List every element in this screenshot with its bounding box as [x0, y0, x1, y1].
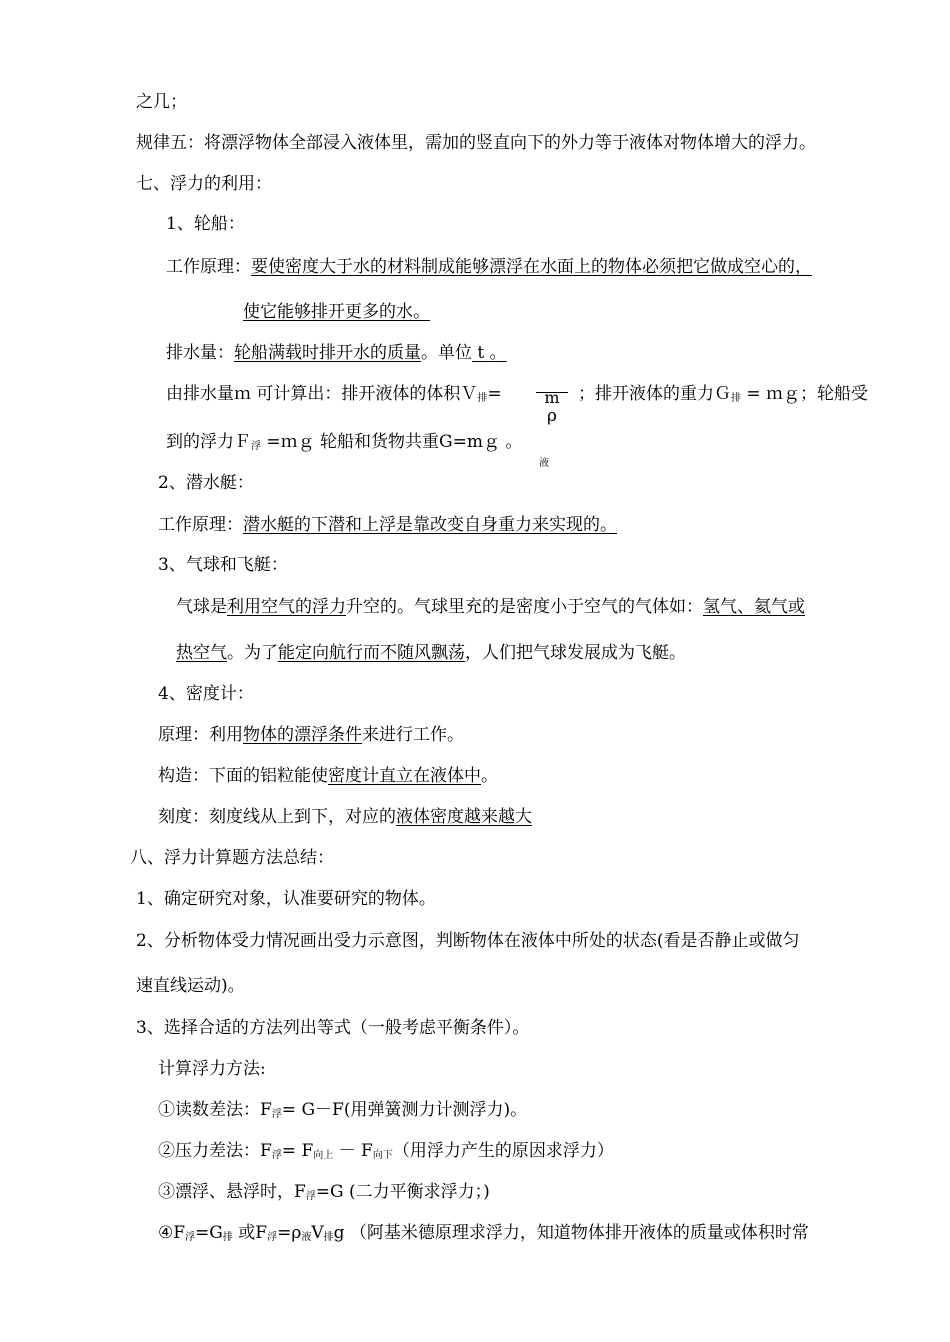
method-2: 2、分析物体受力情况画出受力示意图，判断物体在液体中所处的状态(看是否静止或做匀: [136, 931, 800, 951]
submarine-principle: [158, 515, 617, 535]
fraction: [536, 388, 568, 426]
hydrometer-scale: [158, 807, 532, 827]
text: 或F: [232, 1223, 268, 1243]
text: 。为了: [227, 643, 278, 663]
text: =ρ: [277, 1223, 302, 1243]
text-line: 之几；: [136, 92, 187, 112]
text: = ｍｇ；轮船受: [741, 384, 869, 404]
underlined-text: 液体密度越来越大: [396, 807, 532, 827]
text: g （阿基米德原理求浮力，知道物体排开液体的质量或体积时常: [333, 1223, 809, 1243]
label: 排水量：: [166, 343, 234, 363]
text: 到的浮力Ｆ: [166, 432, 251, 452]
subscript: 浮: [271, 1109, 282, 1120]
text: 。: [489, 343, 507, 363]
subheading-hydrometer: 4、密度计：: [158, 684, 254, 704]
text: =ｍｇ 轮船和货物共重G=mｇ 。: [261, 432, 523, 452]
text: ②压力差法：F: [158, 1141, 272, 1161]
underlined-text: 要使密度大于水的材料制成能够漂浮在水面上的物体必须把它做成空心的，: [251, 257, 812, 277]
text: ③漂浮、悬浮时，F: [158, 1182, 306, 1202]
hydrometer-principle: [158, 725, 464, 745]
formula-4: [158, 1223, 809, 1248]
text: ④F: [158, 1223, 186, 1243]
text: 。: [481, 766, 498, 786]
underlined-text: 物体的漂浮条件: [243, 725, 362, 745]
formula-2: [158, 1141, 614, 1166]
section-heading-8: 八、浮力计算题方法总结：: [130, 848, 334, 868]
text: = G－F(用弹簧测力计测浮力)。: [281, 1100, 528, 1120]
section-heading-7: 七、浮力的利用：: [136, 174, 272, 194]
text: =: [487, 384, 502, 404]
underlined-text: 使它能够排开更多的水。: [243, 302, 430, 322]
text: 来进行工作。: [362, 725, 464, 745]
fraction-subscript: 液: [539, 458, 549, 469]
text: ，人们把气球发展成为飞艇。: [465, 643, 686, 663]
text: 由排水量ｍ 可计算出：排开液体的体积Ｖ: [166, 384, 478, 404]
subscript: 向下: [372, 1150, 393, 1161]
underlined-text: 轮船满载时排开水的质量: [234, 343, 421, 363]
underlined-text: 潜水艇的下潜和上浮是靠改变自身重力来实现的。: [243, 515, 617, 535]
formula-1: [158, 1100, 527, 1125]
unit: t: [472, 343, 490, 363]
text: ①读数差法：F: [158, 1100, 272, 1120]
ship-principle-cont: [243, 302, 430, 322]
calc-line-1b: [578, 384, 868, 409]
text: ；排开液体的重力Ｇ: [578, 384, 731, 404]
method-1: 1、确定研究对象，认准要研究的物体。: [136, 889, 436, 909]
subscript: 浮: [271, 1150, 282, 1161]
fraction-denominator: ρ: [547, 406, 557, 426]
subscript: 排: [731, 393, 741, 404]
subscript: 排: [323, 1232, 334, 1243]
text: 刻度：刻度线从上到下，对应的: [158, 807, 396, 827]
subscript: 浮: [251, 441, 261, 452]
text: = F: [281, 1141, 314, 1161]
underlined-text: 利用空气的浮力: [227, 597, 346, 617]
subscript: 排: [222, 1232, 233, 1243]
text: 构造：下面的铝粒能使: [158, 766, 328, 786]
text: 升空的。气球里充的是密度小于空气的气体如：: [346, 597, 703, 617]
underlined-text: 热空气: [176, 643, 227, 663]
underlined-text: 氢气、氦气或: [703, 597, 805, 617]
text: － F: [333, 1141, 373, 1161]
text: =G (二力平衡求浮力；): [315, 1182, 490, 1202]
method-3: 3、选择合适的方法列出等式（一般考虑平衡条件）。: [136, 1018, 530, 1038]
subscript: 液: [301, 1232, 312, 1243]
rule-five: 规律五：将漂浮物体全部浸入液体里，需加的竖直向下的外力等于液体对物体增大的浮力。: [136, 133, 816, 153]
subscript: 向上: [313, 1150, 334, 1161]
subscript: 浮: [185, 1232, 196, 1243]
balloon-line-2: [176, 643, 686, 663]
subheading-balloon: 3、气球和飞艇：: [158, 555, 288, 575]
method-2-cont: 速直线运动)。: [136, 976, 245, 996]
underlined-text: 密度计直立在液体中: [328, 766, 481, 786]
text: 。单位: [421, 343, 472, 363]
label: 工作原理：: [158, 515, 243, 535]
subheading-submarine: 2、潜水艇：: [158, 473, 254, 493]
buoyancy-line: [166, 432, 522, 457]
displacement-line: [166, 343, 507, 363]
subheading-ship: 1、轮船：: [166, 214, 245, 234]
calc-methods-title: 计算浮力方法:: [158, 1059, 266, 1079]
text: V: [311, 1223, 324, 1243]
subscript: 排: [477, 393, 488, 404]
hydrometer-structure: [158, 766, 498, 786]
text: =G: [195, 1223, 223, 1243]
formula-3: [158, 1182, 490, 1207]
fraction-numerator: m: [544, 388, 560, 407]
balloon-line-1: [176, 597, 805, 617]
subscript: 浮: [305, 1191, 316, 1202]
text: 气球是: [176, 597, 227, 617]
text: 原理：利用: [158, 725, 243, 745]
calc-line-1: [166, 384, 502, 409]
underlined-text: 能定向航行而不随风飘荡: [278, 643, 465, 663]
subscript: 浮: [267, 1232, 278, 1243]
label: 工作原理：: [166, 257, 251, 277]
text: （用浮力产生的原因求浮力）: [392, 1141, 614, 1161]
ship-principle: [166, 257, 812, 277]
